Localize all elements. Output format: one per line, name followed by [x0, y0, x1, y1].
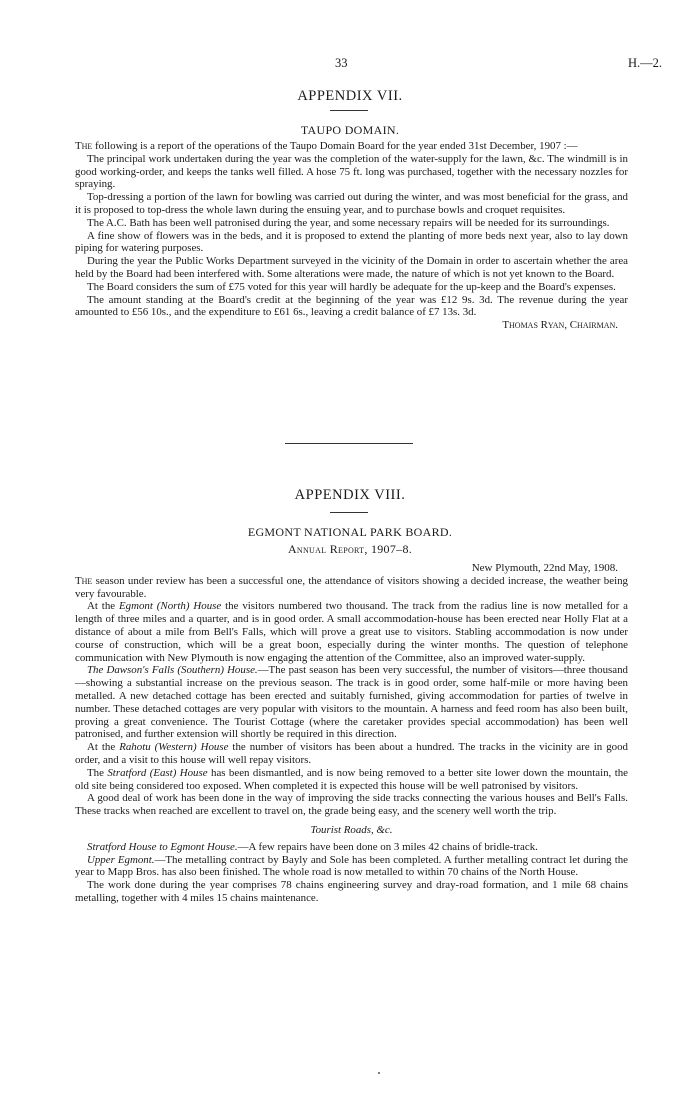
- appendix-7-subtitle: TAUPO DOMAIN.: [300, 123, 400, 137]
- section-divider: [285, 443, 413, 444]
- title-rule: [330, 512, 368, 513]
- roads-heading: Tourist Roads, &c.: [310, 823, 393, 836]
- paragraph: Upper Egmont.—The metalling contract by Bayly and Sole has been completed. A further metalling contract let during the year to Mapp Bros. has also been finished. The whole road is now metalled to within 70 chains of the North House.: [75, 853, 629, 879]
- paragraph: The A.C. Bath has been well patronised during the year, and some necessary repairs will be needed for its surroundings.: [87, 216, 610, 229]
- appendix-8-title: APPENDIX VIII.: [294, 487, 406, 503]
- paragraph: A good deal of work has been done in the way of improving the side tracks connecting the various houses and Bell's Falls. These tracks when reached are excellent to travel on, the grade being easy, and the scenery well worth the trip.: [75, 792, 628, 818]
- title-rule: [330, 110, 368, 111]
- paragraph: At the Egmont (North) House the visitors numbered two thousand. The track from the radius line is now metalled for a length of three miles and a quarter, and is in good order. A small accommodation-house has been erected near Holly Flat at a distance of about a mile from Bell's Falls, which will prove a great use to visitors. Stabling accommodation is now under course of construction, which will be a great boon, especially during the winter months. The question of telephone communication with New Plymouth is now engaging the attention of the Committee, also an improved water-supply.: [75, 600, 628, 664]
- paragraph: The principal work undertaken during the year was the completion of the water-supply for the lawn, &c. The windmill is in good working-order, and keeps the tanks well filled. A hose 75 ft. long was purchased, together with the necessary nozzles for spraying.: [75, 152, 628, 191]
- paragraph: The season under review has been a successful one, the attendance of visitors showing a decided increase, the weather being very favourable.: [75, 574, 628, 600]
- paragraph: Top-dressing a portion of the lawn for bowling was carried out during the winter, and was most beneficial for the grass, and it is proposed to top-dress the whole lawn during the ensuing year, and to purchase bowls and croquet requisites.: [75, 191, 628, 216]
- page-number: 33: [335, 56, 348, 70]
- signature: Thomas Ryan, Chairman.: [502, 319, 618, 332]
- paragraph: The Dawson's Falls (Southern) House.—The past season has been very successful, the number of visitors—three thousand—showing a substantial increase on the previous season. The track is in good order, some half-mile or more having been metalled. A new detached cottage has been erected and suitably furnished, giving accommodation for parties of twelve in number. These detached cottages are very popular with visitors to the mountain. A harness and feed room has also been built, proving a great convenience. The Tourist Cottage (where the caretaker provides special accommodation) has been well patronised, and further extension will shortly be required in this direction.: [75, 664, 629, 741]
- paragraph: The following is a report of the operations of the Taupo Domain Board for the year ended 31st December, 1907 :—: [75, 140, 578, 152]
- report-date: New Plymouth, 22nd May, 1908.: [471, 562, 618, 574]
- paragraph: The work done during the year comprises 78 chains engineering survey and dray-road formation, and 1 mile 68 chains metalling, together with 4 miles 15 chains maintenance.: [75, 879, 628, 904]
- appendix-7-body: [75, 140, 628, 332]
- paragraph: The Stratford (East) House has been dismantled, and is now being removed to a better site lower down the mountain, the old site being considered too exposed. When completed it is expected this house will be well patronised by visitors.: [75, 766, 628, 792]
- paragraph: During the year the Public Works Department surveyed in the vicinity of the Domain in order to ascertain whether the area held by the Board had been interfered with. Some alterations were made, the nature of which is not yet known to the Board.: [75, 255, 628, 280]
- appendix-7-title: APPENDIX VII.: [297, 88, 403, 104]
- paragraph: The Board considers the sum of £75 voted for this year will hardly be adequate for the up-keep and the Board's expenses.: [87, 280, 616, 293]
- paragraph: The amount standing at the Board's credit at the beginning of the year was £12 9s. 3d. The revenue during the year amounted to £56 10s., and the expenditure to £61 6s., leaving a credit balance of £7 13s. 3d.: [75, 293, 628, 319]
- paragraph: A fine show of flowers was in the beds, and it is proposed to extend the planting of more beds next year, also to lay down piping for watering purposes.: [75, 229, 628, 255]
- paragraph: Stratford House to Egmont House.—A few repairs have been done on 3 miles 42 chains of bridle-track.: [87, 840, 538, 853]
- paragraph: At the Rahotu (Western) House the number of visitors has been about a hundred. The tracks in the vicinity are in good order, and a visit to this house will well repay visitors.: [75, 741, 628, 766]
- appendix-8-subtitle: EGMONT NATIONAL PARK BOARD.: [247, 525, 453, 539]
- appendix-8-body: [75, 562, 628, 905]
- page-mark: [378, 1072, 380, 1074]
- annual-report-heading: Annual Report, 1907–8.: [287, 542, 413, 556]
- document-code: H.—2.: [628, 56, 663, 70]
- intro-lead: The: [75, 140, 93, 152]
